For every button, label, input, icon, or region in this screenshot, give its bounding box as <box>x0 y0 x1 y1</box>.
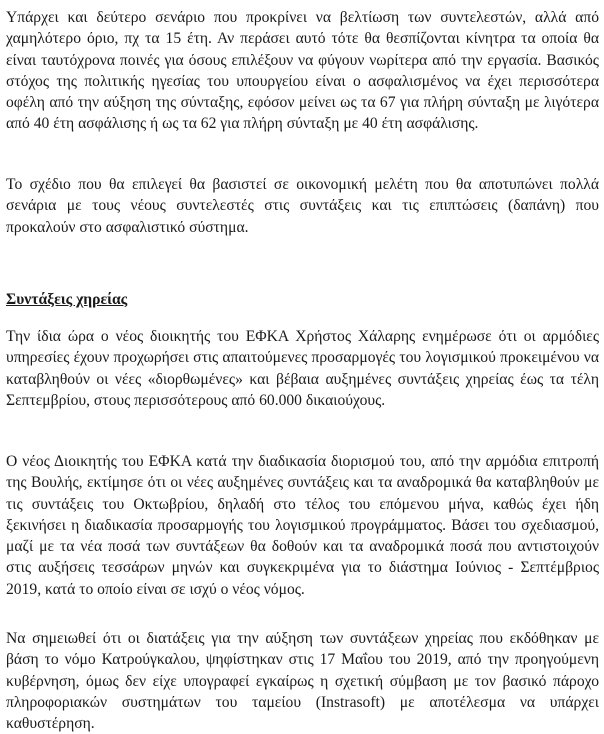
paragraph-october-payment: Ο νέος Διοικητής του ΕΦΚΑ κατά την διαδικασία διορισμού του, από την αρμόδια επιτροπή της Βουλής, εκτίμησε ότι οι νέες αυξημένες συντάξεις και τα αναδρομικά θα καταβληθούν με τις συντάξεις του Οκτωβρίου, δηλαδή στο τέλος του επόμενου μήνα, καθώς έχει ήδη ξεκινήσει η διαδικασία προσαρμογής του λογισμικού προγράμματος. Βάσει του σχεδιασμού, μαζί με τα νέα ποσά των συντάξεων θα δοθούν και τα αναδρομικά ποσά που αντιστοιχούν στις αυξήσεις τεσσάρων μηνών και συγκεκριμένα για το διάστημα Ιούνιος - Σεπτέμβριος 2019, κατά το οποίο είναι σε ισχύ ο νέος νόμος. <box>6 453 599 598</box>
paragraph-efka-governor-update: Την ίδια ώρα ο νέος διοικητής του ΕΦΚΑ Χρήστος Χάλαρης ενημέρωσε ότι οι αρμόδιες υπηρεσίες έχουν προχωρήσει στις απαιτούμενες προσαρμογές του λογισμικού προκειμένου να καταβληθούν οι νέες «διορθωμένες» και βέβαια αυξημένες συντάξεις χηρείας έως τα τέλη Σεπτεμβρίου, στους περισσότερους από 60.000 δικαιούχους. <box>6 328 599 409</box>
section-heading-widow-pensions: Συντάξεις χηρείας <box>6 291 128 308</box>
paragraph-retirement-scenario: Υπάρχει και δεύτερο σενάριο που προκρίνει να βελτίωση των συντελεστών, αλλά από χαμηλότερο όριο, πχ τα 15 έτη. Αν περάσει αυτό τότε θα θεσπίζονται κίνητρα τα οποία θα είναι ταυτόχρονα ποινές για όσους επιλέξουν να φύγουν νωρίτερα από την εργασία. Βασικός στόχος της πολιτικής ηγεσίας του υπουργείου είναι ο ασφαλισμένος να έχει περισσότερα οφέλη από την αύξηση της σύνταξης, εφόσον μείνει ως τα 67 για πλήρη σύνταξη με λιγότερα από 40 έτη ασφάλισης ή ως τα 62 για πλήρη σύνταξη με 40 έτη ασφάλισης. <box>6 9 599 133</box>
paragraph-economic-study: Το σχέδιο που θα επιλεγεί θα βασιστεί σε οικονομική μελέτη που θα αποτυπώνει πολλά σενάρια με τους νέους συντελεστές στις συντάξεις και τις επιπτώσεις (δαπάνη) που προκαλούν στο ασφαλιστικό σύστημα. <box>6 176 599 236</box>
paragraph-delay-note: Να σημειωθεί ότι οι διατάξεις για την αύξηση των συντάξεων χηρείας που εκδόθηκαν με βάση το νόμο Κατρούγκαλου, ψηφίστηκαν στις 17 Μαΐου του 2019, από την προηγούμενη κυβέρνηση, όμως δεν είχε υπογραφεί εγκαίρως η σχετική σύμβαση με τον βασικό πάροχο πληροφοριακών συστημάτων του ταμείου (Instrasoft) με αποτέλεσμα να υπάρχει καθυστέρηση. <box>6 630 599 733</box>
